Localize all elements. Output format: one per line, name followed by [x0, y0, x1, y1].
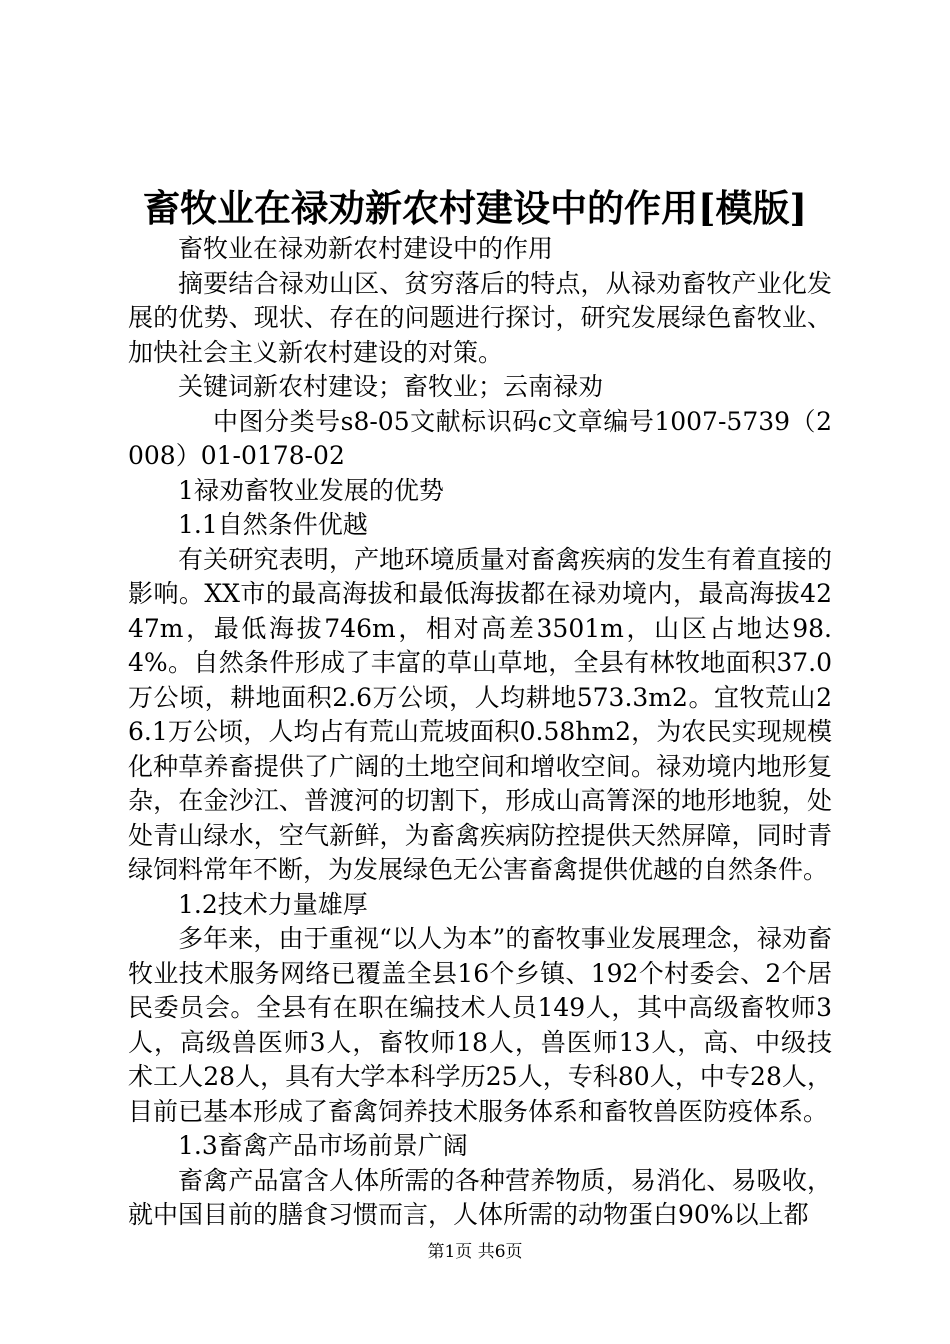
- body-paragraph-technical-strength: 多年来，由于重视“以人为本”的畜牧事业发展理念，禄劝畜牧业技术服务网络已覆盖全县16个乡镇、192个村委会、2个居民委员会。全县有在职在编技术人员149人，其中高级畜牧师3人，高级兽医师3人，畜牧师18人，兽医师13人，高、中级技术工人28人，具有大学本科学历25人，专科80人，中专28人，目前已基本形成了畜禽饲养技术服务体系和畜牧兽医防疫体系。: [128, 924, 832, 1126]
- document-body: [128, 232, 832, 1233]
- body-paragraph-natural-conditions: 有关研究表明，产地环境质量对畜禽疾病的发生有着直接的影响。XX市的最高海拔和最低海拔都在禄劝境内，最高海拔4247m，最低海拔746m，相对高差3501m，山区占地达98.4%。自然条件形成了丰富的草山草地，全县有林牧地面积37.0万公顷，耕地面积2.6万公顷，人均耕地573.3m2。宜牧荒山26.1万公顷，人均占有荒山荒坡面积0.58hm2，为农民实现规模化种草养畜提供了广阔的土地空间和增收空间。禄劝境内地形复杂，在金沙江、普渡河的切割下，形成山高箐深的地形地貌，处处青山绿水，空气新鲜，为畜禽疾病防控提供天然屏障，同时青绿饲料常年不断，为发展绿色无公害畜禽提供优越的自然条件。: [128, 544, 832, 884]
- keywords-paragraph: 关键词新农村建设；畜牧业；云南禄劝: [178, 372, 604, 401]
- subsection-heading-1-2: 1.2技术力量雄厚: [178, 889, 368, 919]
- section-heading-1: 1禄劝畜牧业发展的优势: [178, 475, 444, 505]
- subsection-heading-1-1: 1.1自然条件优越: [178, 510, 368, 539]
- page-footer: 第1页 共6页: [427, 1242, 523, 1262]
- abstract-paragraph: 摘要结合禄劝山区、贫穷落后的特点，从禄劝畜牧产业化发展的优势、现状、存在的问题进行探讨，研究发展绿色畜牧业、加快社会主义新农村建设的对策。: [128, 268, 832, 367]
- subsection-heading-1-3: 1.3畜禽产品市场前景广阔: [178, 1131, 468, 1160]
- body-paragraph-market-prospects: 畜禽产品富含人体所需的各种营养物质，易消化、易吸收，就中国目前的膳食习惯而言，人体所需的动物蛋白90%以上都: [128, 1165, 832, 1229]
- subtitle-paragraph: 畜牧业在禄劝新农村建设中的作用: [178, 234, 554, 263]
- document-title: 畜牧业在禄劝新农村建设中的作用[模版]: [142, 186, 807, 230]
- classification-paragraph: 中图分类号s8-05文献标识码c文章编号1007-5739（2008）01-0178-02: [128, 406, 832, 470]
